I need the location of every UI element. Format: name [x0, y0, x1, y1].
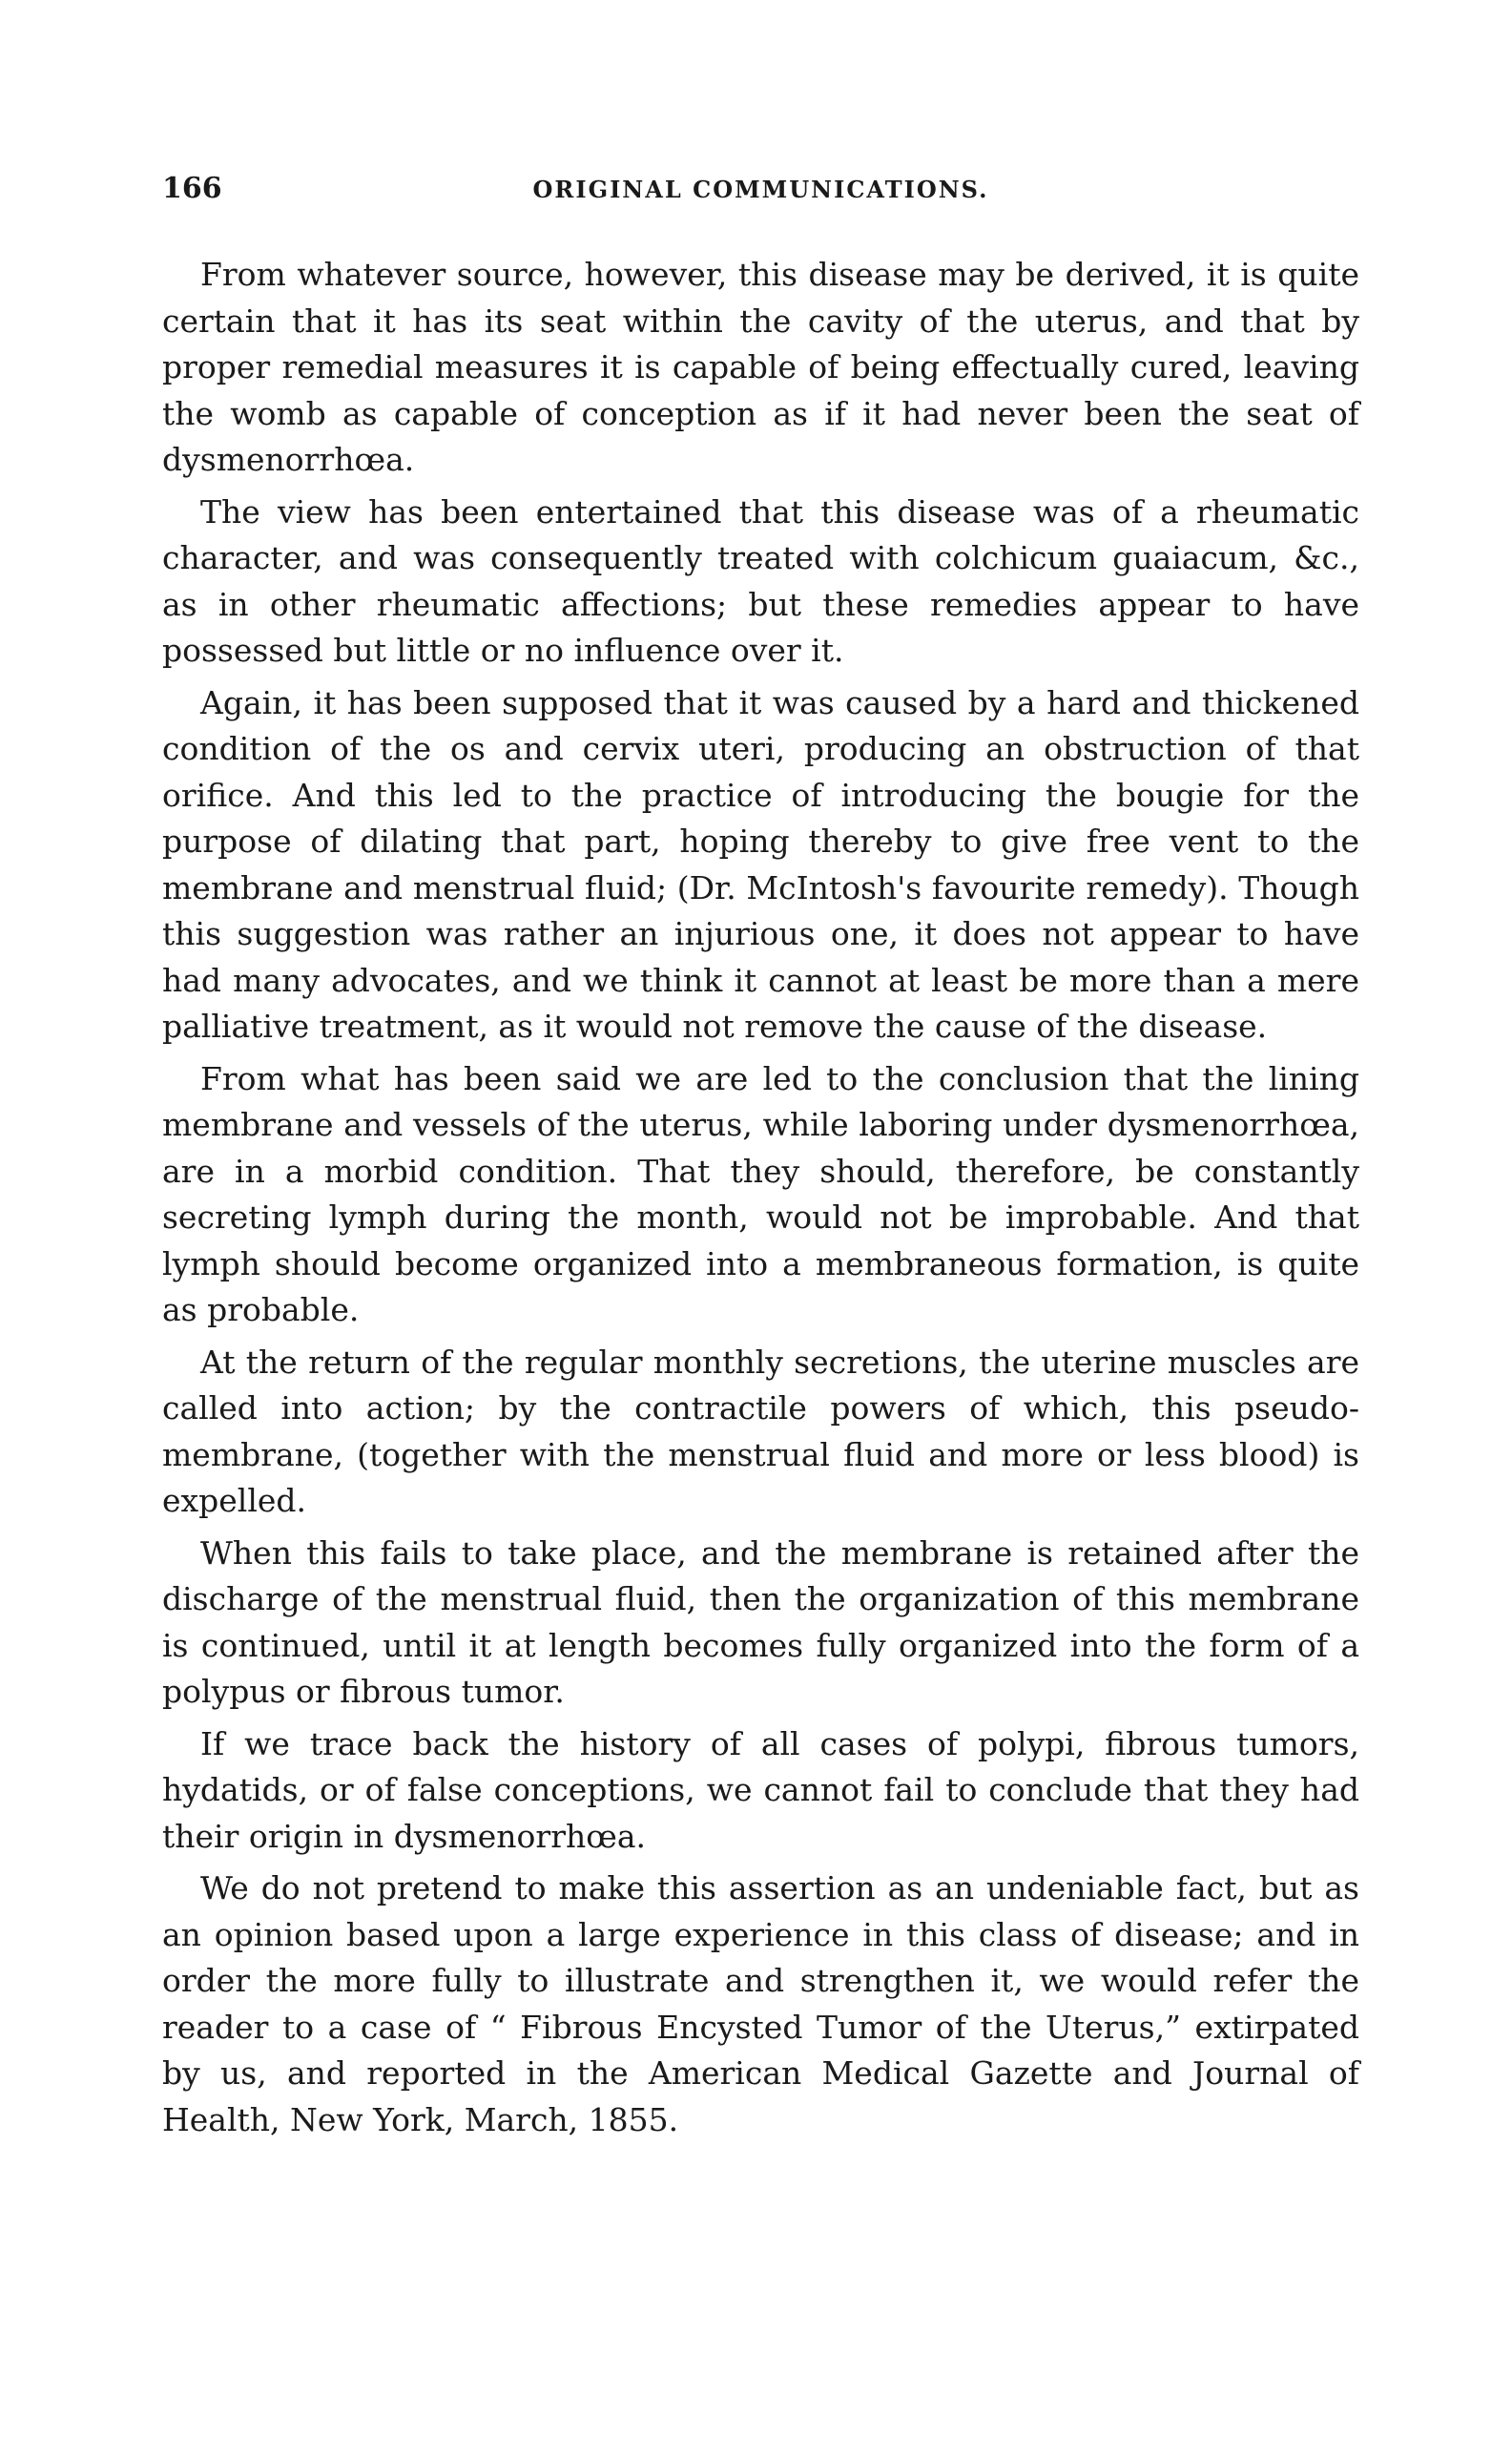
- paragraph: When this fails to take place, and the membrane is retained after the discharge of the menstrual fluid, then the organization of this membrane is continued, until it at length becomes fully organized into the form of a polypus or fibrous tumor.: [162, 1533, 1359, 1710]
- paragraph: The view has been entertained that this disease was of a rheumatic character, and was consequently treated with colchicum guaiacum, &c., as in other rheumatic affections; but these remedies appear to have possessed but little or no influence over it.: [162, 492, 1359, 669]
- running-head: ORIGINAL COMMUNICATIONS.: [532, 176, 989, 203]
- paragraph: If we trace back the history of all cases of polypi, fibrous tumors, hydatids, or of false conceptions, we cannot fail to conclude that they had their origin in dysmenorrhœa.: [162, 1724, 1359, 1855]
- paragraph: At the return of the regular monthly secretions, the uterine muscles are called into action; by the contractile powers of which, this pseudo-membrane, (together with the menstrual fluid and more or less blood) is expelled.: [162, 1343, 1359, 1519]
- page-header: [162, 172, 1359, 216]
- body-text: [162, 252, 1359, 2143]
- paragraph: From whatever source, however, this disease may be derived, it is quite certain that it has its seat within the cavity of the uterus, and that by proper remedial measures it is capable of being effectually cured, leaving the womb as capable of conception as if it had never been the seat of dysmenorrhœa.: [162, 256, 1359, 478]
- paragraph: From what has been said we are led to the conclusion that the lining membrane and vessels of the uterus, while laboring under dysmenorrhœa, are in a morbid condition. That they should, therefore, be constantly secreting lymph during the month, would not be improbable. And that lymph should become organized into a membraneous formation, is quite as probable.: [162, 1059, 1359, 1328]
- page-number: 166: [162, 172, 222, 205]
- document-page: [162, 172, 1359, 2149]
- paragraph: Again, it has been supposed that it was caused by a hard and thickened condition of the os and cervix uteri, producing an obstruction of that orifice. And this led to the practice of introducing the bougie for the purpose of dilating that part, hoping thereby to give free vent to the membrane and menstrual fluid; (Dr. McIntosh's favourite remedy). Though this suggestion was rather an injurious one, it does not appear to have had many advocates, and we think it cannot at least be more than a mere palliative treatment, as it would not remove the cause of the disease.: [162, 683, 1359, 1045]
- paragraph: We do not pretend to make this assertion as an undeniable fact, but as an opinion based upon a large experience in this class of disease; and in order the more fully to illustrate and strengthen it, we would refer the reader to a case of “ Fibrous Encysted Tumor of the Uterus,” extirpated by us, and reported in the American Medical Gazette and Journal of Health, New York, March, 1855.: [162, 1869, 1359, 2138]
